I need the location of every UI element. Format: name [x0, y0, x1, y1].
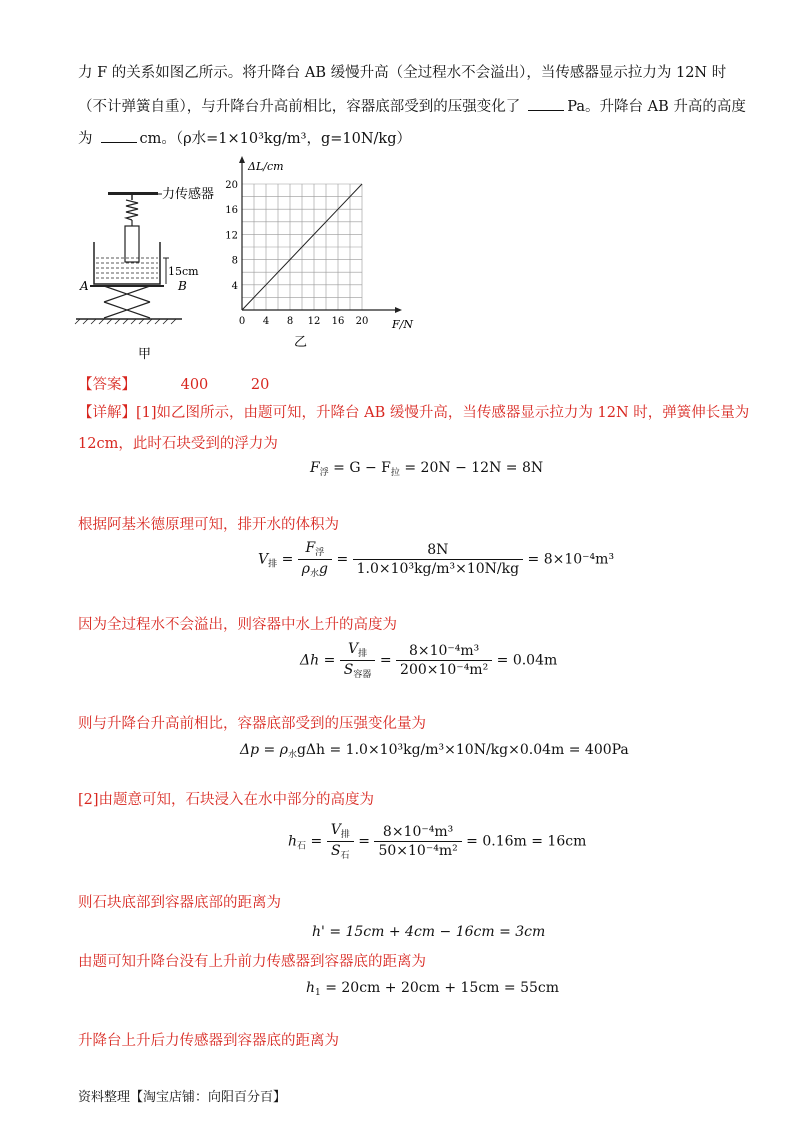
label-b: B	[178, 279, 187, 293]
y-tick-label: 16	[225, 205, 238, 217]
equation-7: $h_1 = 20cm + 20cm + 15cm = 55cm$	[306, 980, 560, 998]
y-tick-label: 12	[225, 230, 238, 242]
depth-label: 15cm	[168, 265, 199, 278]
detail-p4: 则与升降台升高前相比，容器底部受到的压强变化量为	[78, 716, 426, 732]
detail-p3: 因为全过程水不会溢出，则容器中水上升的高度为	[78, 617, 397, 633]
figure-yi-chart	[222, 152, 422, 352]
detail-p1b: 12cm，此时石块受到的浮力为	[78, 436, 278, 452]
figure-jia-caption: 甲	[138, 347, 152, 362]
equation-2: $V_排$ = $\frac{F_浮}{\rho_水g}$ = $\frac{8N}{\text{1.0×10³kg/m³×10N/kg}}$ = 8×10⁻⁴m³	[258, 540, 615, 579]
y-axis-arrow	[239, 156, 245, 163]
problem-line-1: 力 F 的关系如图乙所示。将升降台 AB 缓慢升高（全过程水不会溢出），当传感器显示拉力为 12N 时	[78, 65, 727, 81]
x-tick-label: 8	[286, 316, 294, 327]
detail-p5: [2]由题意可知，石块浸入在水中部分的高度为	[78, 792, 375, 808]
x-tick-label: 4	[262, 316, 270, 327]
detail-p2: 根据阿基米德原理可知，排开水的体积为	[78, 517, 339, 533]
footer-text: 资料整理【淘宝店铺：向阳百分百】	[78, 1090, 287, 1105]
scissor-lift	[104, 286, 150, 318]
figure-jia	[70, 182, 220, 362]
answer-blank-2[interactable]	[101, 128, 137, 143]
label-a: A	[80, 279, 89, 293]
equation-1: $F_浮 = G - F_拉 = 20N - 12N = 8N$	[310, 460, 544, 478]
x-axis-arrow	[395, 307, 402, 313]
y-tick-label: 20	[225, 180, 238, 191]
chart-ylabel: ΔL/cm	[248, 160, 284, 173]
chart-caption: 乙	[294, 335, 308, 350]
sensor-plate	[108, 192, 158, 195]
detail-p1a: 【详解】[1]如乙图所示，由题可知，升降台 AB 缓慢升高，当传感器显示拉力为 12N 时，弹簧伸长量为	[78, 405, 750, 421]
spring	[126, 200, 138, 220]
sensor-label: 力传感器	[162, 187, 215, 202]
detail-p6: 则石块底部到容器底部的距离为	[78, 895, 281, 911]
equation-4: $\Delta p = \rho_水g\Delta h = 1.0\times 10^3kg/m^3\times 10N/kg\times 0.04m = 400Pa$	[240, 742, 629, 760]
y-tick-label: 4	[231, 280, 238, 292]
x-tick-label: 12	[307, 316, 321, 327]
answer-line	[78, 375, 269, 395]
equation-6: h' = 15cm + 4cm − 16cm = 3cm	[312, 924, 546, 940]
detail-p7: 由题可知升降台没有上升前力传感器到容器底的距离为	[78, 954, 426, 970]
detail-p8: 升降台上升后力传感器到容器底的距离为	[78, 1033, 339, 1049]
answer-value-1: 400	[180, 377, 209, 393]
equation-3: Δh = $\frac{V_排}{S_{容器}}$ = $\frac{\text{8×10⁻⁴m³}}{\text{200×10⁻⁴m²}}$ = 0.04m	[300, 641, 558, 680]
x-tick-label: 20	[355, 316, 369, 327]
answer-label: 【答案】	[78, 377, 136, 393]
problem-line-2: （不计弹簧自重），与升降台升高前相比，容器底部受到的压强变化了 Pa。升降台 AB 升高的高度	[78, 96, 746, 117]
x-tick-label: 0	[238, 316, 246, 327]
x-tick-label: 16	[331, 316, 345, 327]
answer-blank-1[interactable]	[528, 96, 564, 111]
problem-line-3: 为 cm。（ρ水=1×10³kg/m³，g=10N/kg）	[78, 128, 411, 149]
y-tick-label: 8	[231, 255, 238, 267]
stone-block	[125, 226, 139, 262]
answer-value-2: 20	[250, 377, 270, 393]
chart-xlabel: F/N	[392, 318, 413, 331]
equation-5: $h_石$ = $\frac{V_排}{S_石}$ = $\frac{\text{8×10⁻⁴m³}}{\text{50×10⁻⁴m²}}$ = 0.16m = 16cm	[288, 822, 587, 861]
